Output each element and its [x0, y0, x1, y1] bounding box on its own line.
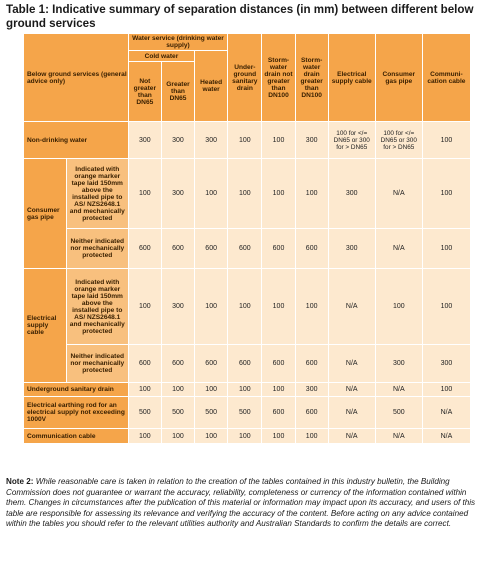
table-cell: 600 — [228, 229, 262, 269]
table-cell: 600 — [195, 345, 228, 383]
header-electrical: Electrical supply cable — [328, 34, 375, 122]
row-label-gas-neither: Neither indicated nor mechanically protected — [66, 229, 128, 269]
table-cell: N/A — [375, 159, 422, 229]
table-row — [24, 383, 471, 397]
table-cell: N/A — [422, 397, 470, 429]
table-cell: N/A — [422, 429, 470, 444]
table-cell: 100 — [262, 269, 295, 345]
header-storm-greater: Storm-water drain greater than DN100 — [295, 34, 328, 122]
header-water-service: Water service (drinking water supply) — [128, 34, 227, 51]
table-cell: 100 — [262, 383, 295, 397]
table-cell: 100 — [422, 229, 470, 269]
table-cell: 100 — [422, 122, 470, 159]
table-cell: 100 — [228, 159, 262, 229]
table-cell: 600 — [161, 345, 194, 383]
table-cell: N/A — [328, 397, 375, 429]
table-cell: 100 — [128, 269, 161, 345]
table-cell: 300 — [375, 345, 422, 383]
table-row — [24, 397, 471, 429]
table-cell: 500 — [228, 397, 262, 429]
header-not-greater-dn65: Not greater than DN65 — [128, 62, 161, 122]
note-text: While reasonable care is taken in relation to the creation of the tables contained in this industry bulletin, the Building Commission does not guarantee or warrant the accuracy, reliability, completeness or currency of the information contained within them. Changes in circumstances after the publication of this material or information may impact upon its accuracy, and users of this table are responsible for assessing its relevance and verifying the accuracy of the content. Before acting on any advice contained within the tables you should refer to the relevant utilities authority and Australian Standards to confirm the details are correct. — [6, 477, 476, 528]
table-cell: 600 — [295, 229, 328, 269]
table-cell: 600 — [295, 397, 328, 429]
table-cell: 100 for </= DN65 or 300 for > DN65 — [375, 122, 422, 159]
separation-table — [23, 33, 471, 444]
table-cell: 100 — [295, 269, 328, 345]
table-cell: 100 — [228, 269, 262, 345]
table-cell: 500 — [195, 397, 228, 429]
table-cell: N/A — [328, 345, 375, 383]
table-cell: 100 — [195, 429, 228, 444]
table-title: Table 1: Indicative summary of separation distances (in mm) between different below ground services — [6, 3, 474, 30]
row-label-non-drinking: Non-drinking water — [24, 122, 129, 159]
header-gas: Consumer gas pipe — [375, 34, 422, 122]
table-cell: 300 — [161, 122, 194, 159]
row-label-elec-neither: Neither indicated nor mechanically protected — [66, 345, 128, 383]
table-cell: 300 — [328, 159, 375, 229]
table-cell: 100 — [262, 159, 295, 229]
table-cell: 300 — [128, 122, 161, 159]
table-cell: 600 — [295, 345, 328, 383]
table-cell: 100 — [128, 429, 161, 444]
table-cell: 100 — [375, 269, 422, 345]
table-cell: N/A — [375, 229, 422, 269]
table-cell: 100 — [195, 159, 228, 229]
table-cell: 100 — [422, 159, 470, 229]
table-row — [24, 345, 471, 383]
row-label-sanitary: Underground sanitary drain — [24, 383, 129, 397]
table-row — [24, 269, 471, 345]
disclaimer-note — [6, 477, 484, 530]
table-cell: 100 — [195, 269, 228, 345]
header-communication: Communi-cation cable — [422, 34, 470, 122]
table-cell: 600 — [262, 229, 295, 269]
table-cell: 600 — [262, 345, 295, 383]
table-cell: 600 — [161, 229, 194, 269]
row-label-elec-marker: Indicated with orange marker tape laid 150mm above the installed pipe to AS/ NZS2648.1 and mechanically protected — [66, 269, 128, 345]
header-greater-dn65: Greater than DN65 — [161, 62, 194, 122]
row-label-earthing: Electrical earthing rod for an electrical supply not exceeding 1000V — [24, 397, 129, 429]
row-label-communication: Communication cable — [24, 429, 129, 444]
header-heated-water: Heated water — [195, 51, 228, 122]
table-cell: 100 — [422, 269, 470, 345]
table-cell: 600 — [128, 229, 161, 269]
table-cell: 600 — [262, 397, 295, 429]
table-cell: 300 — [422, 345, 470, 383]
table-cell: 100 — [228, 429, 262, 444]
header-cold-water: Cold water — [128, 51, 194, 62]
header-sanitary-drain: Under-ground sanitary drain — [228, 34, 262, 122]
table-cell: 300 — [295, 122, 328, 159]
table-cell: 100 — [195, 383, 228, 397]
table-cell: N/A — [328, 429, 375, 444]
table-row — [24, 429, 471, 444]
row-label-gas-marker: Indicated with orange marker tape laid 150mm above the installed pipe to AS/ NZS2648.1 and mechanically protected — [66, 159, 128, 229]
table-cell: 600 — [195, 229, 228, 269]
table-cell: 100 — [262, 122, 295, 159]
note-label: Note 2: — [6, 477, 34, 486]
table-cell: 100 — [228, 383, 262, 397]
table-cell: 300 — [161, 159, 194, 229]
header-below-ground: Below ground services (general advice only) — [24, 34, 129, 122]
table-cell: 300 — [161, 269, 194, 345]
table-cell: N/A — [375, 383, 422, 397]
table-cell: 500 — [375, 397, 422, 429]
table-cell: 100 — [295, 159, 328, 229]
table-cell: 100 for </= DN65 or 300 for > DN65 — [328, 122, 375, 159]
table-cell: 100 — [161, 429, 194, 444]
table-row — [24, 159, 471, 229]
table-cell: 500 — [161, 397, 194, 429]
table-cell: 100 — [128, 383, 161, 397]
table-cell: N/A — [375, 429, 422, 444]
row-group-gas: Consumer gas pipe — [24, 159, 67, 269]
table-cell: 100 — [295, 429, 328, 444]
table-cell: 300 — [328, 229, 375, 269]
table-cell: 100 — [128, 159, 161, 229]
table-cell: 100 — [161, 383, 194, 397]
table-cell: N/A — [328, 269, 375, 345]
row-group-electrical: Electrical supply cable — [24, 269, 67, 383]
table-cell: 100 — [228, 122, 262, 159]
table-row — [24, 122, 471, 159]
table-cell: 600 — [228, 345, 262, 383]
header-storm-not-greater: Storm-water drain not greater than DN100 — [262, 34, 295, 122]
table-row — [24, 229, 471, 269]
table-cell: 500 — [128, 397, 161, 429]
table-cell: 100 — [262, 429, 295, 444]
table-cell: 300 — [195, 122, 228, 159]
table-cell: 100 — [422, 383, 470, 397]
table-cell: 600 — [128, 345, 161, 383]
table-cell: 300 — [295, 383, 328, 397]
table-cell: N/A — [328, 383, 375, 397]
